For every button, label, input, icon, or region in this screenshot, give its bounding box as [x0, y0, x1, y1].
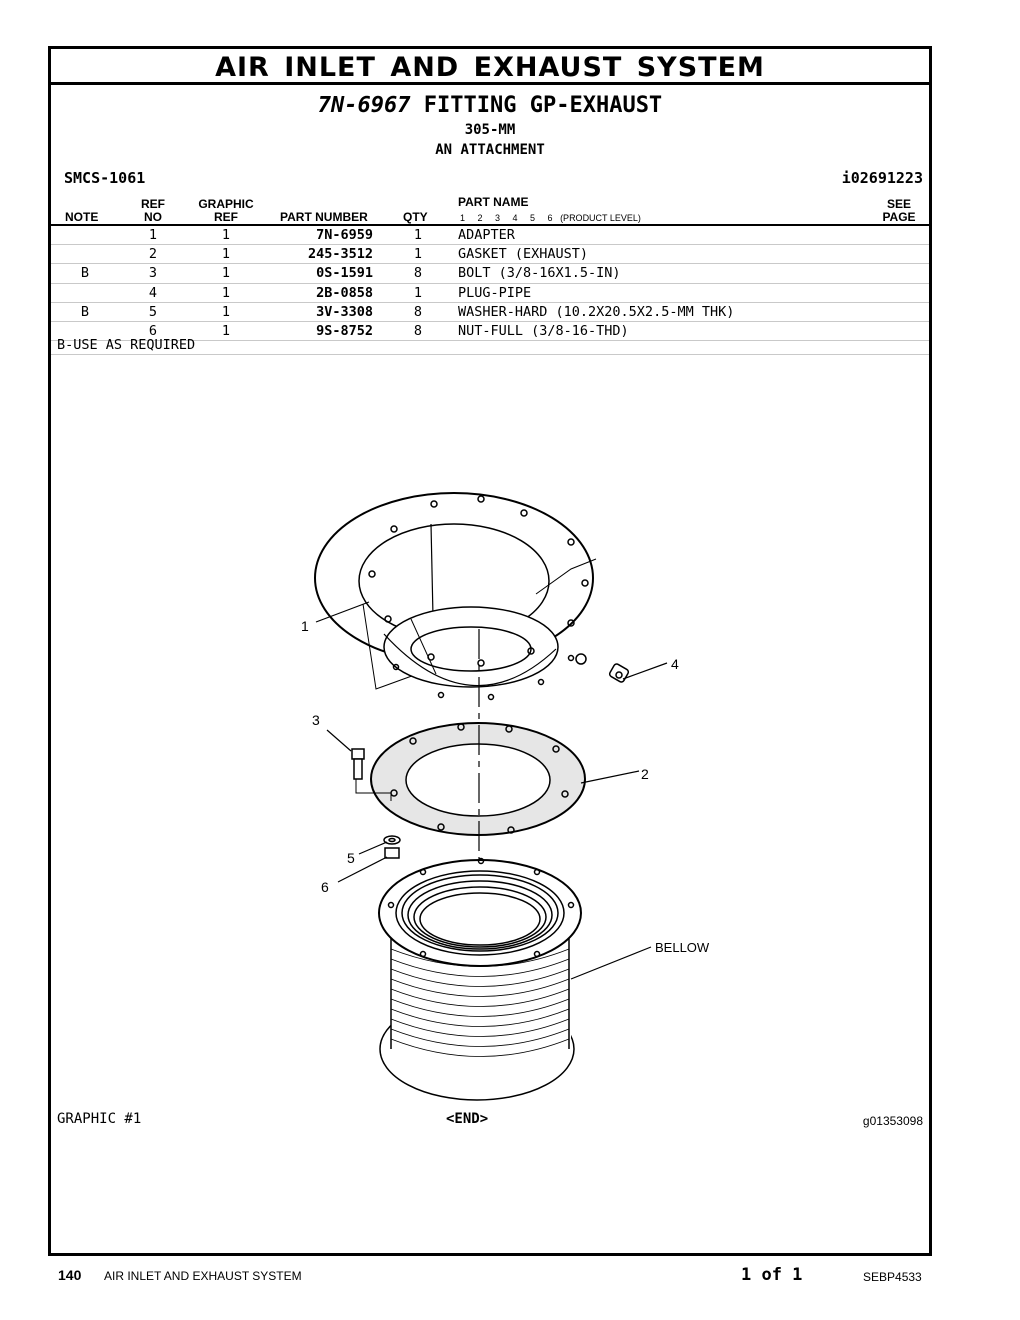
col-see-bottom: PAGE — [882, 210, 916, 224]
bellow-part[interactable] — [379, 859, 581, 1101]
row-graphic-ref: 1 — [221, 284, 231, 301]
row-ref: 1 — [148, 227, 158, 243]
info-id: i02691223 — [841, 169, 923, 187]
gasket-part[interactable] — [371, 723, 585, 835]
col-see-top: SEE — [886, 197, 911, 211]
row-qty: 8 — [413, 322, 423, 339]
row-part-name: ADAPTER — [458, 227, 515, 243]
footer-page-number: 140 — [58, 1267, 82, 1283]
callout-6: 6 — [321, 879, 329, 895]
row-qty: 8 — [413, 265, 423, 282]
usage-note: B-USE AS REQUIRED — [57, 337, 196, 353]
row-graphic-ref: 1 — [221, 265, 231, 282]
product-level-label: (PRODUCT LEVEL) — [560, 213, 641, 223]
row-part-name: GASKET (EXHAUST) — [458, 246, 589, 263]
row-part-number[interactable]: 7N-6959 — [316, 227, 373, 243]
row-qty: 8 — [413, 303, 423, 320]
row-part-number[interactable]: 9S-8752 — [316, 322, 373, 339]
row-graphic-ref: 1 — [221, 322, 231, 339]
callout-4: 4 — [671, 656, 679, 672]
footer-page-of: 1 of 1 — [741, 1265, 803, 1285]
callout-5: 5 — [347, 850, 355, 866]
row-qty: 1 — [413, 227, 423, 243]
col-graphic-top: GRAPHIC — [198, 197, 254, 211]
smcs-code: SMCS-1061 — [64, 169, 146, 187]
row-ref: 4 — [148, 284, 158, 301]
col-qty: QTY — [403, 210, 428, 224]
washer-nut-part[interactable] — [384, 836, 400, 858]
group-part-number[interactable]: 7N-6967 — [317, 93, 411, 118]
row-note: B — [80, 303, 90, 320]
callout-1: 1 — [301, 618, 309, 634]
row-ref: 3 — [148, 265, 158, 282]
col-ref-bottom: NO — [144, 210, 162, 224]
row-note: B — [80, 265, 90, 282]
row-part-name: BOLT (3/8-16X1.5-IN) — [458, 265, 621, 282]
footer-doc-id: SEBP4533 — [863, 1270, 922, 1284]
plug-pipe-part[interactable] — [576, 654, 629, 683]
row-graphic-ref: 1 — [221, 246, 231, 263]
part-subtitle-size: 305-MM — [464, 122, 516, 138]
page-frame — [48, 46, 932, 1256]
col-part-name: PART NAME — [458, 195, 529, 209]
col-note: NOTE — [65, 210, 99, 224]
graphic-label: GRAPHIC #1 — [57, 1111, 142, 1127]
row-qty: 1 — [413, 284, 423, 301]
adapter-part[interactable] — [315, 493, 596, 700]
graphic-id: g01353098 — [862, 1114, 923, 1128]
row-qty: 1 — [413, 246, 423, 263]
group-part-name: FITTING GP-EXHAUST — [423, 93, 663, 118]
row-ref: 5 — [148, 303, 158, 320]
row-ref: 2 — [148, 246, 158, 263]
callout-2: 2 — [641, 766, 649, 782]
row-ref: 6 — [148, 322, 158, 339]
row-part-name: NUT-FULL (3/8-16-THD) — [458, 322, 629, 339]
row-part-number[interactable]: 245-3512 — [307, 246, 373, 263]
end-marker: <END> — [446, 1111, 489, 1127]
section-title: AIR INLET AND EXHAUST SYSTEM — [51, 49, 929, 85]
row-part-name: WASHER-HARD (10.2X20.5X2.5-MM THK) — [458, 303, 735, 320]
row-part-name: PLUG-PIPE — [458, 284, 532, 301]
col-graphic-bottom: REF — [214, 210, 238, 224]
row-part-number[interactable]: 3V-3308 — [316, 303, 373, 320]
col-ref-top: REF — [141, 197, 165, 211]
callout-3: 3 — [312, 712, 320, 728]
row-graphic-ref: 1 — [221, 303, 231, 320]
col-part-number: PART NUMBER — [280, 210, 368, 224]
part-subtitle-attachment: AN ATTACHMENT — [435, 142, 545, 158]
footer-title: AIR INLET AND EXHAUST SYSTEM — [104, 1269, 302, 1283]
product-level-numbers: 1 2 3 4 5 6 — [460, 213, 558, 223]
row-part-number[interactable]: 0S-1591 — [316, 265, 373, 282]
exploded-parts-illustration — [51, 49, 929, 1253]
callout-bellow: BELLOW — [655, 940, 710, 955]
row-part-number[interactable]: 2B-0858 — [316, 284, 373, 301]
row-graphic-ref: 1 — [221, 227, 231, 243]
